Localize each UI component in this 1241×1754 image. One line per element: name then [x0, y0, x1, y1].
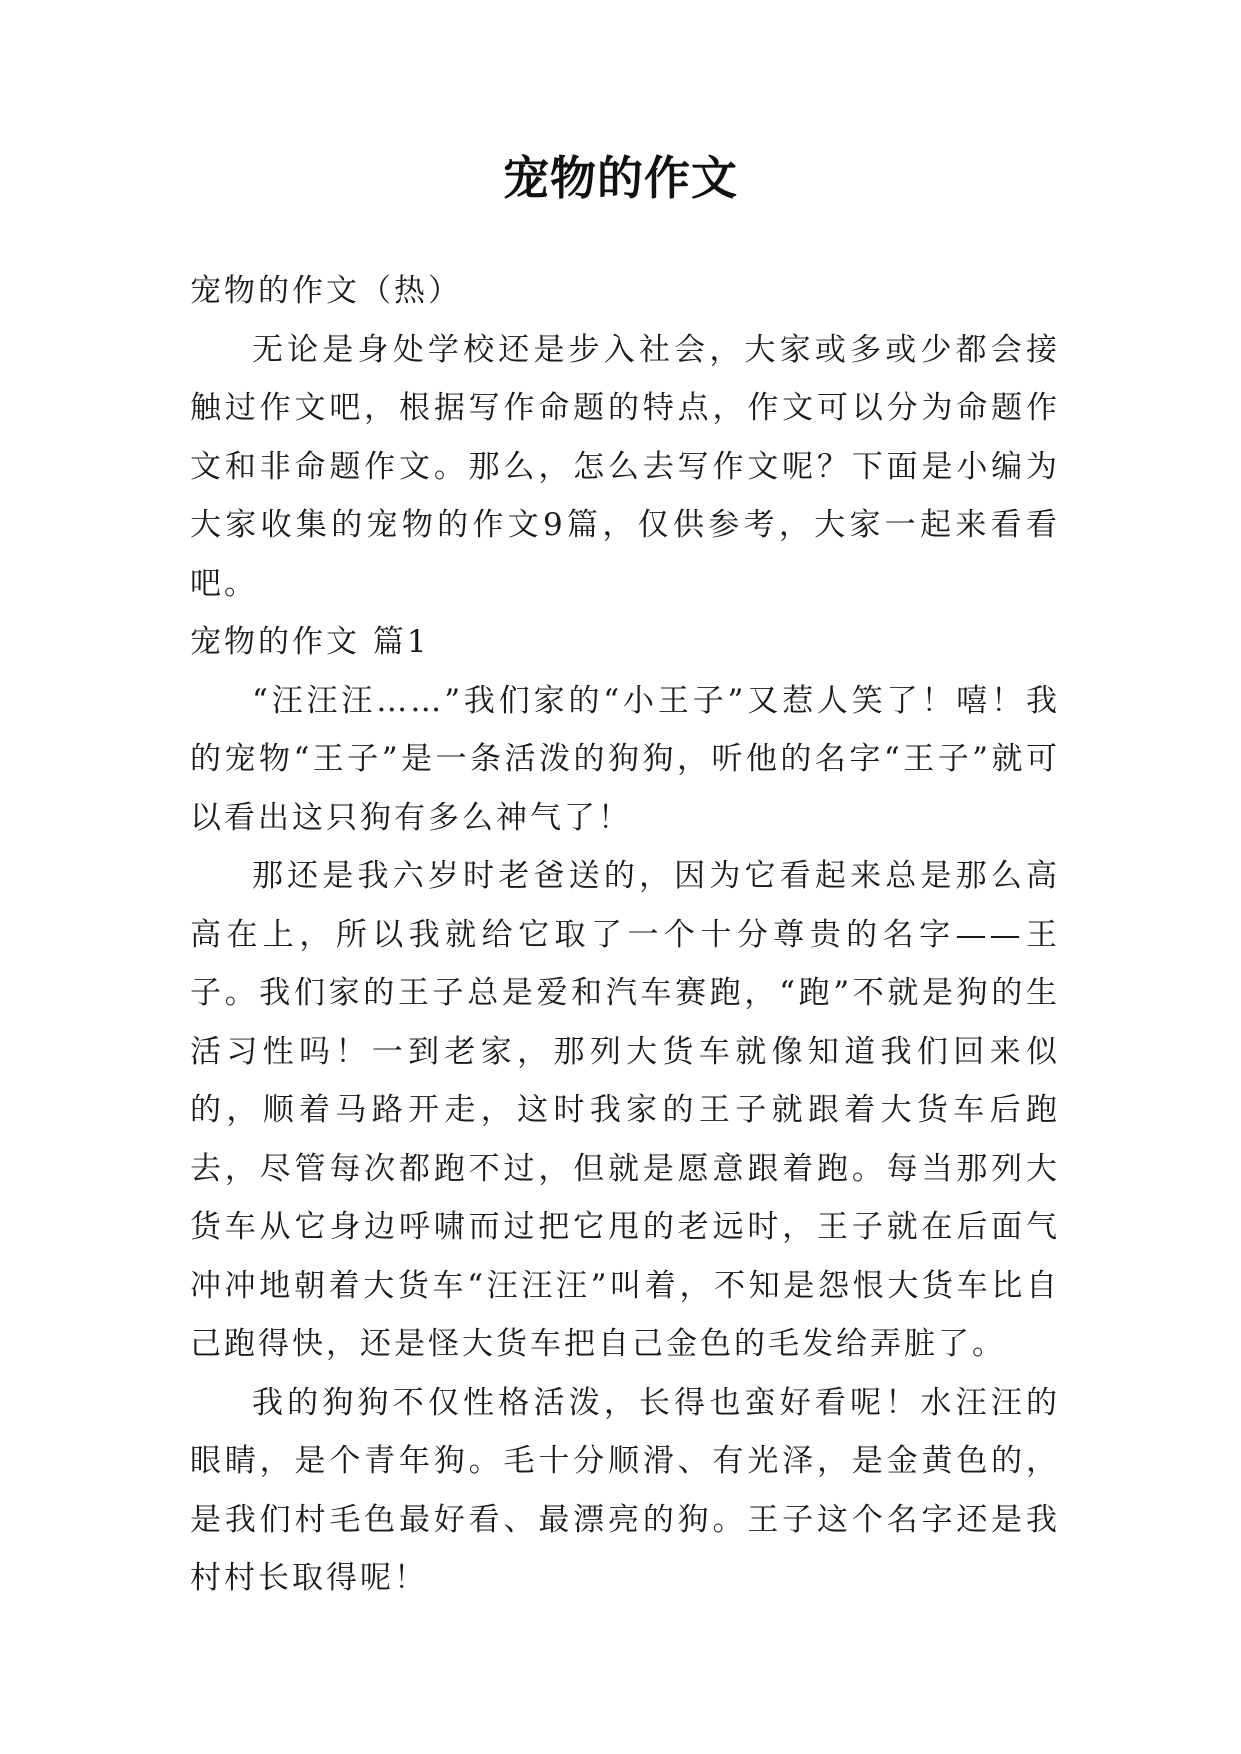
body-paragraph: 我的狗狗不仅性格活泼，长得也蛮好看呢！水汪汪的眼睛，是个青年狗。毛十分顺滑、有光泽，是金黄色的，是我们村毛色最好看、最漂亮的狗。王子这个名字还是我村村长取得呢！: [190, 1384, 1060, 1596]
body-paragraph: 那还是我六岁时老爸送的，因为它看起来总是那么高高在上，所以我就给它取了一个十分尊贵的名字——王子。我们家的王子总是爱和汽车赛跑，“跑”不就是狗的生活习性吗！一到老家，那列大货车就像知道我们回来似的，顺着马路开走，这时我家的王子就跟着大货车后跑去，尽管每次都跑不过，但就是愿意跟着跑。每当那列大货车从它身边呼啸而过把它甩的老远时，王子就在后面气冲冲地朝着大货车“汪汪汪”叫着，不知是怨恨大货车比自己跑得快，还是怪大货车把自己金色的毛发给弄脏了。: [190, 858, 1060, 1362]
body-paragraph: “汪汪汪……”我们家的“小王子”又惹人笑了！嘻！我的宠物“王子”是一条活泼的狗狗，听他的名字“王子”就可以看出这只狗有多么神气了！: [190, 682, 1060, 836]
intro-paragraph: 无论是身处学校还是步入社会，大家或多或少都会接触过作文吧，根据写作命题的特点，作文可以分为命题作文和非命题作文。那么，怎么去写作文呢？下面是小编为大家收集的宠物的作文9篇，仅供参考，大家一起来看看吧。: [190, 331, 1060, 602]
document-title: 宠物的作文: [503, 151, 738, 205]
section-heading: 宠物的作文 篇1: [190, 624, 430, 660]
document-body: [190, 262, 1060, 1608]
document-subtitle: 宠物的作文（热）: [190, 273, 462, 309]
